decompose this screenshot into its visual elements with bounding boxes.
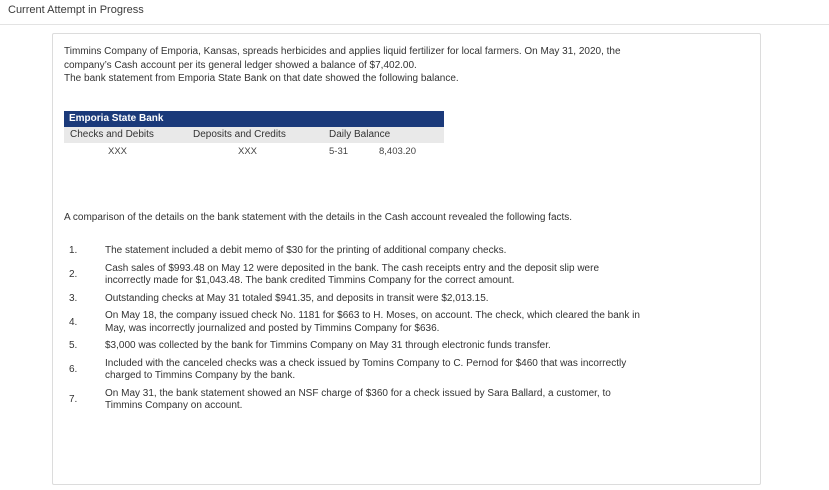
- intro-line: Timmins Company of Emporia, Kansas, spreads herbicides and applies liquid fertilizer for local farmers. On May 31, 2020, the: [64, 46, 621, 57]
- fact-text-line: charged to Timmins Company by the bank.: [105, 370, 296, 381]
- comparison-text: A comparison of the details on the bank statement with the details in the Cash account revealed the following facts.: [64, 212, 573, 223]
- fact-text-line: On May 18, the company issued check No. 1181 for $663 to H. Moses, on account. The check, which cleared the bank in: [105, 310, 640, 321]
- fact-number: 5.: [69, 340, 78, 351]
- bank-name-header: Emporia State Bank: [64, 111, 444, 127]
- fact-text-line: The statement included a debit memo of $30 for the printing of additional company checks.: [105, 245, 507, 256]
- fact-text-line: Timmins Company on account.: [105, 400, 243, 411]
- fact-text-line: Outstanding checks at May 31 totaled $941.35, and deposits in transit were $2,013.15.: [105, 292, 489, 304]
- bank-values-row: [64, 143, 444, 160]
- fact-text-line: On May 31, the bank statement showed an NSF charge of $360 for a check issued by Sara Ballard, a customer, to: [105, 387, 611, 399]
- fact-text-line: $3,000 was collected by the bank for Timmins Company on May 31 through electronic funds transfer.: [105, 340, 551, 351]
- fact-number: 6.: [69, 363, 78, 375]
- fact-number: 3.: [69, 292, 78, 304]
- column-deposits-credits: Deposits and Credits: [193, 129, 286, 140]
- bank-statement-table: [64, 111, 444, 160]
- facts-list: [64, 245, 744, 418]
- column-checks-debits: Checks and Debits: [70, 129, 154, 140]
- fact-text-line: Cash sales of $993.48 on May 12 were deposited in the bank. The cash receipts entry and the deposit slip were: [105, 262, 600, 274]
- fact-item: [64, 358, 744, 383]
- fact-number: 4.: [69, 316, 78, 328]
- fact-text-line: Included with the canceled checks was a check issued by Tomins Company to C. Pernod for $460 that was incorrectly: [105, 357, 627, 369]
- fact-item: [64, 245, 744, 258]
- bank-column-headers: [64, 127, 444, 143]
- fact-item: [64, 263, 744, 288]
- column-daily-balance: Daily Balance: [329, 129, 391, 140]
- page-header: [0, 0, 829, 25]
- page-title: Current Attempt in Progress: [8, 4, 144, 16]
- fact-number: 1.: [69, 245, 78, 256]
- intro-line: The bank statement from Emporia State Bank on that date showed the following balance.: [64, 73, 459, 84]
- balance-amount: 8,403.20: [379, 146, 416, 157]
- fact-text-line: incorrectly made for $1,043.48. The bank credited Timmins Company for the correct amount.: [105, 275, 515, 286]
- fact-number: 2.: [69, 268, 78, 280]
- checks-debits-value: XXX: [108, 146, 128, 157]
- fact-item: [64, 340, 744, 353]
- fact-item: [64, 310, 744, 335]
- problem-intro: [64, 45, 744, 86]
- balance-date: 5-31: [329, 146, 349, 157]
- fact-number: 7.: [69, 393, 78, 405]
- intro-line: company’s Cash account per its general ledger showed a balance of $7,402.00.: [64, 59, 417, 71]
- fact-item: [64, 293, 744, 306]
- fact-item: [64, 388, 744, 413]
- deposits-credits-value: XXX: [238, 146, 258, 157]
- fact-text-line: May, was incorrectly journalized and posted by Timmins Company for $636.: [105, 322, 440, 334]
